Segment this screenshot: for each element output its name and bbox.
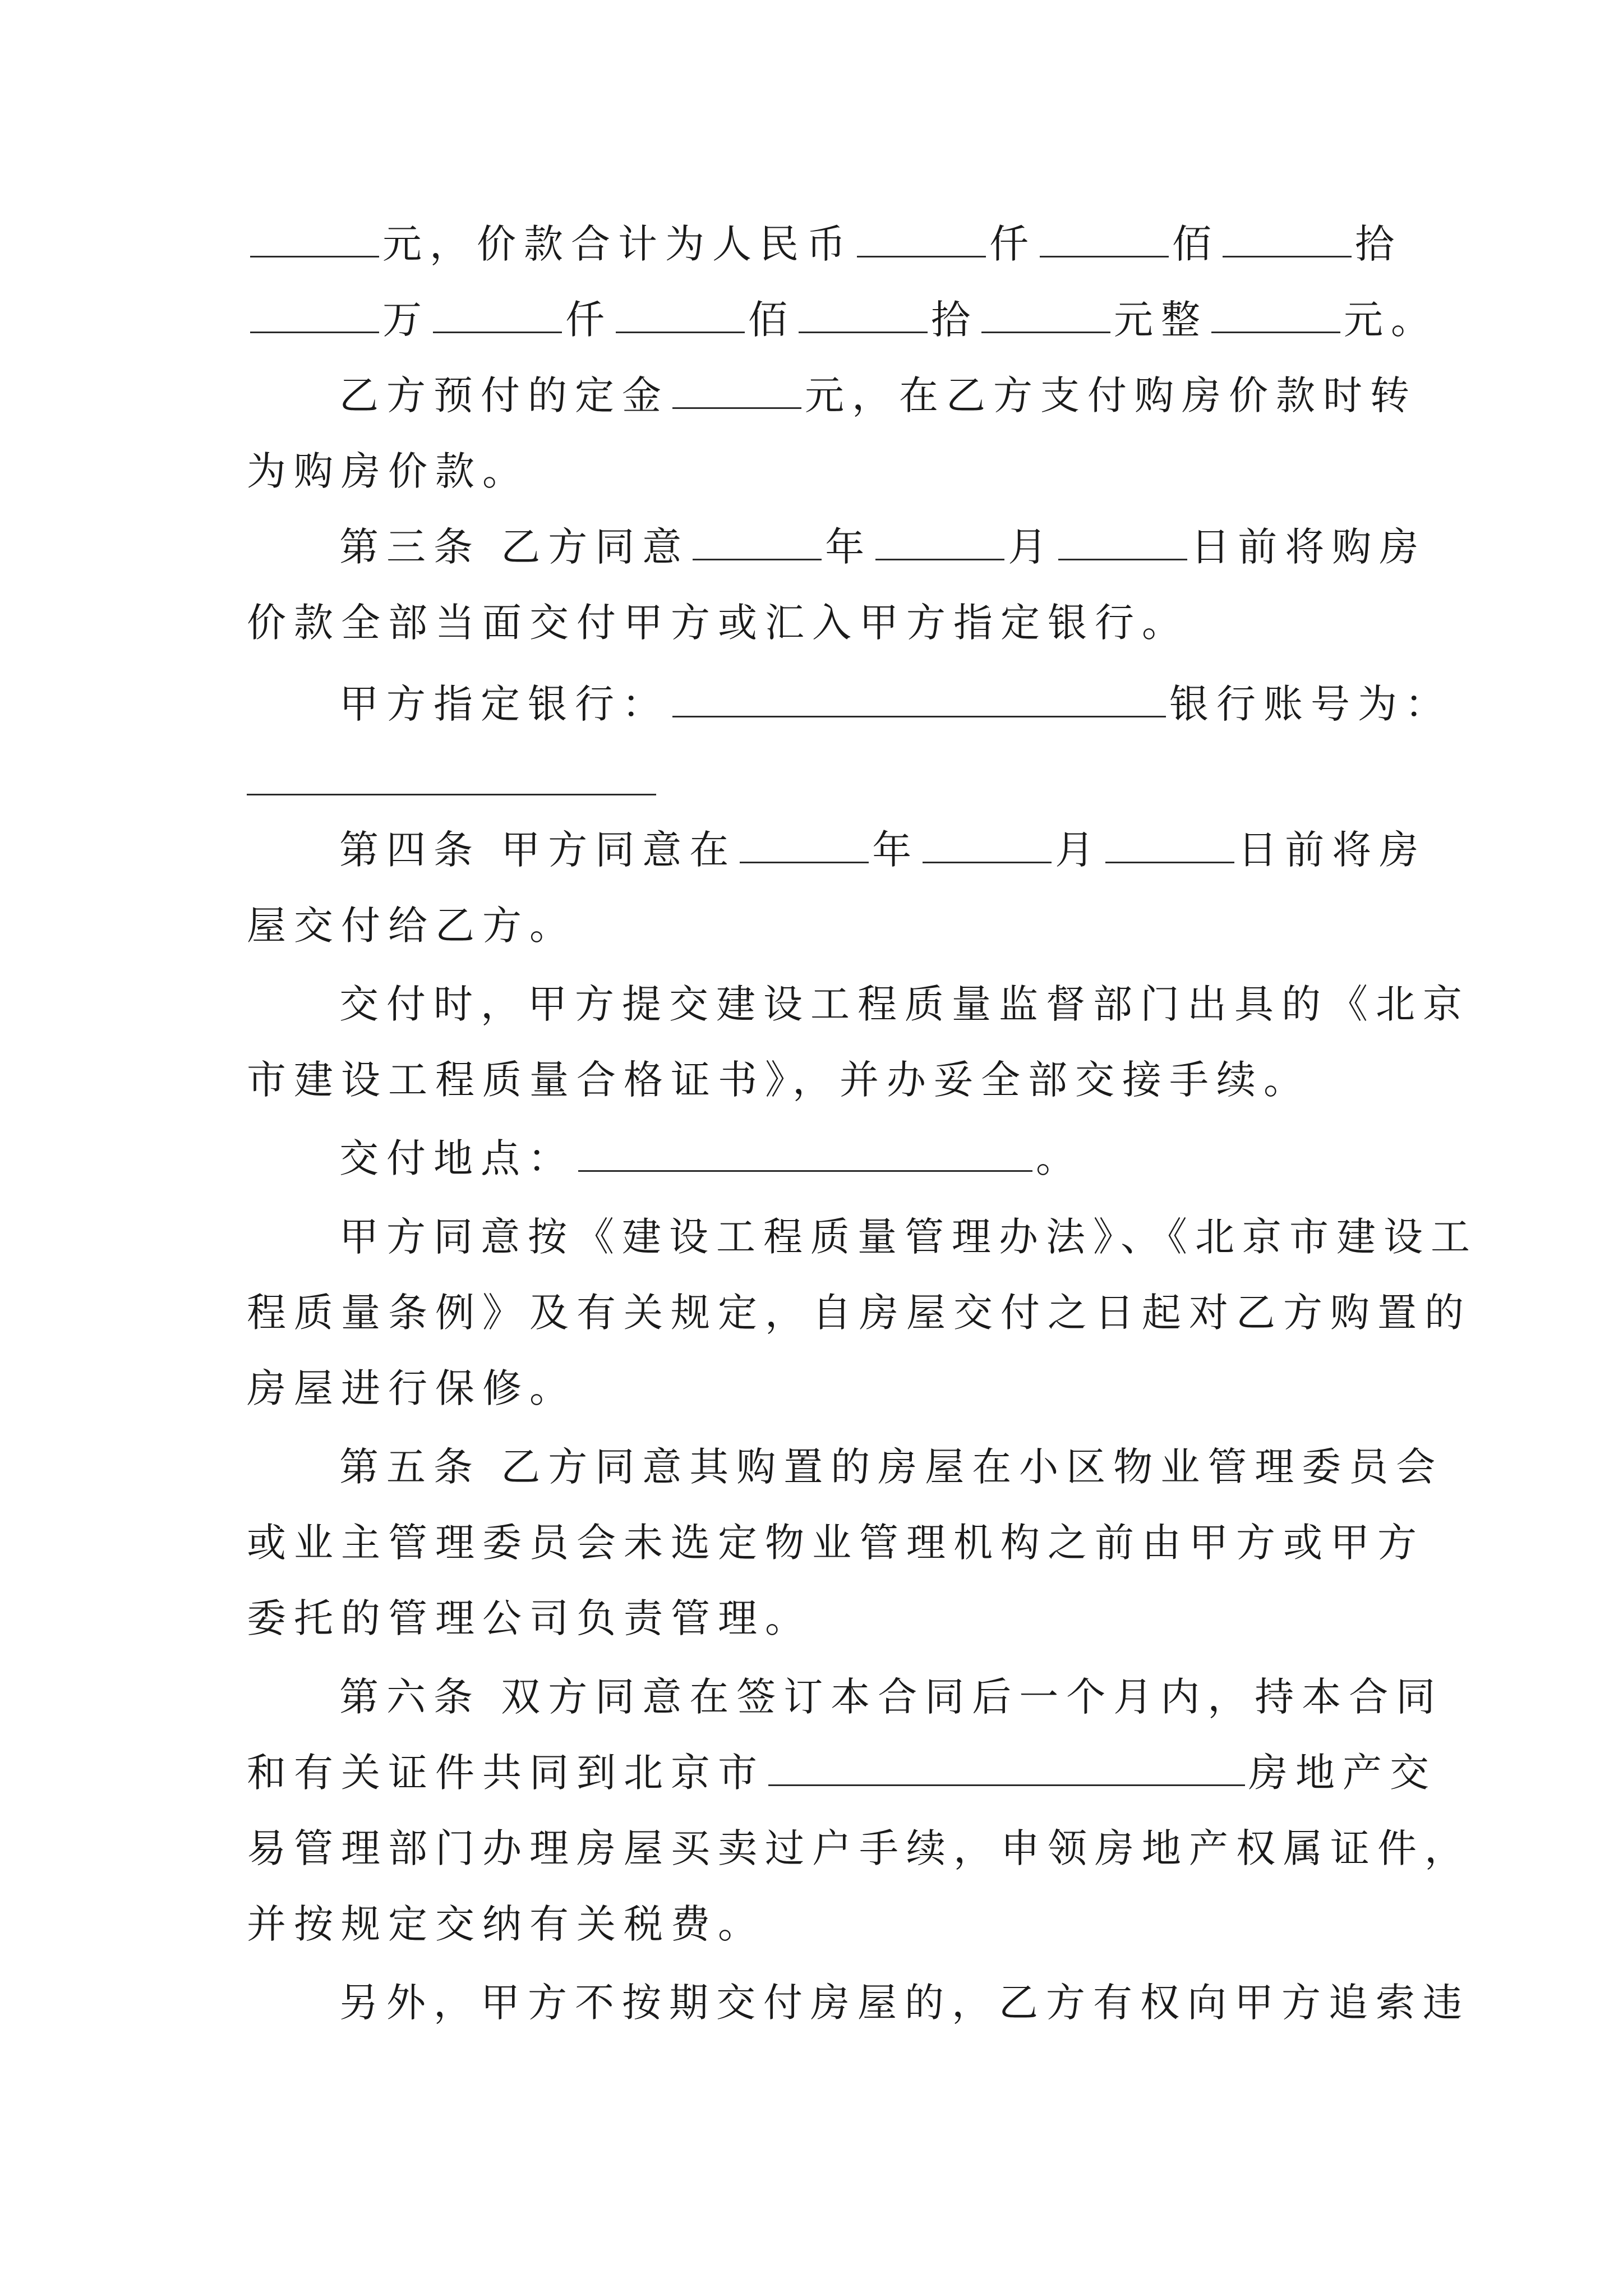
text-segment: 拾	[931, 297, 978, 343]
text-segment: 万	[382, 297, 430, 343]
article-4-line	[0, 808, 1623, 892]
year-blank	[693, 515, 822, 560]
text-segment: 佰	[748, 297, 795, 343]
day-blank	[1058, 515, 1187, 560]
amount-blank	[616, 288, 745, 333]
amount-blank	[1040, 212, 1169, 257]
deposit-line	[0, 353, 1623, 438]
text-segment: 日前将购房	[1191, 524, 1427, 570]
article-6-line-1: 第六条 双方同意在签订本合同后一个月内，持本合同	[339, 1674, 1444, 1720]
text-segment: 元。	[1344, 297, 1438, 343]
bank-name-blank	[672, 672, 1166, 717]
handover-line-2: 市建设工程质量合格证书》，并办妥全部交接手续。	[247, 1057, 1311, 1103]
text-segment: 日前将房	[1238, 827, 1427, 873]
text-segment: 年	[872, 827, 920, 873]
text-segment: 和有关证件共同到北京市	[247, 1750, 765, 1796]
article-6-line-2	[0, 1731, 1623, 1815]
year-blank	[740, 818, 869, 863]
handover-place-line	[0, 1116, 1623, 1200]
handover-line-1: 交付时，甲方提交建设工程质量监督部门出具的《北京	[339, 981, 1470, 1027]
day-blank	[1105, 818, 1234, 863]
amount-blank	[250, 288, 379, 333]
text-segment: 银行账号为：	[1169, 681, 1452, 727]
text-segment: 仟	[989, 221, 1036, 267]
article-5-line-3: 委托的管理公司负责管理。	[247, 1595, 812, 1641]
month-blank	[875, 515, 1004, 560]
bank-line	[0, 662, 1623, 746]
article-4-continued: 屋交付给乙方。	[247, 903, 577, 949]
text-segment: 元，在乙方支付购房价款时转	[805, 372, 1417, 418]
text-segment: 第三条 乙方同意	[339, 524, 690, 570]
price-units-line	[0, 278, 1623, 362]
text-segment: 甲方指定银行：	[339, 681, 669, 727]
text-segment: 。	[1036, 1135, 1083, 1181]
amount-blank	[250, 212, 379, 257]
article-3-line	[0, 505, 1623, 589]
deposit-continued: 为购房价款。	[247, 448, 529, 494]
article-5-line-1: 第五条 乙方同意其购置的房屋在小区物业管理委员会	[339, 1444, 1444, 1490]
amount-blank	[1211, 288, 1340, 333]
text-segment: 元，价款合计为人民币	[382, 221, 854, 267]
amount-blank	[857, 212, 986, 257]
amount-blank	[433, 288, 562, 333]
text-segment: 交付地点：	[339, 1135, 575, 1181]
article-6-line-3: 易管理部门办理房屋买卖过户手续，申领房地产权属证件，	[247, 1825, 1472, 1871]
extra-clause-line-1: 另外，甲方不按期交付房屋的，乙方有权向甲方追索违	[339, 1980, 1470, 2026]
place-blank	[578, 1126, 1032, 1172]
text-segment: 乙方预付的定金	[339, 372, 669, 418]
text-segment: 拾	[1355, 221, 1402, 267]
text-segment: 佰	[1172, 221, 1219, 267]
warranty-line-2: 程质量条例》及有关规定，自房屋交付之日起对乙方购置的	[247, 1290, 1472, 1336]
warranty-line-1: 甲方同意按《建设工程质量管理办法》、《北京市建设工	[339, 1214, 1478, 1260]
deposit-blank	[672, 364, 801, 409]
price-total-line	[0, 202, 1623, 286]
warranty-line-3: 房屋进行保修。	[247, 1365, 577, 1411]
amount-blank	[799, 288, 928, 333]
account-number-blank	[247, 794, 656, 795]
article-3-continued: 价款全部当面交付甲方或汇入甲方指定银行。	[247, 600, 1189, 646]
text-segment: 仟	[565, 297, 612, 343]
text-segment: 月	[1008, 524, 1055, 570]
article-6-line-4: 并按规定交纳有关税费。	[247, 1901, 765, 1947]
text-segment: 月	[1055, 827, 1103, 873]
text-segment: 第四条 甲方同意在	[339, 827, 737, 873]
text-segment: 房地产交	[1248, 1750, 1437, 1796]
text-segment: 元整	[1114, 297, 1208, 343]
amount-blank	[981, 288, 1110, 333]
district-blank	[768, 1741, 1245, 1786]
article-5-line-2: 或业主管理委员会未选定物业管理机构之前由甲方或甲方	[247, 1520, 1424, 1566]
amount-blank	[1223, 212, 1352, 257]
text-segment: 年	[825, 524, 873, 570]
month-blank	[923, 818, 1052, 863]
